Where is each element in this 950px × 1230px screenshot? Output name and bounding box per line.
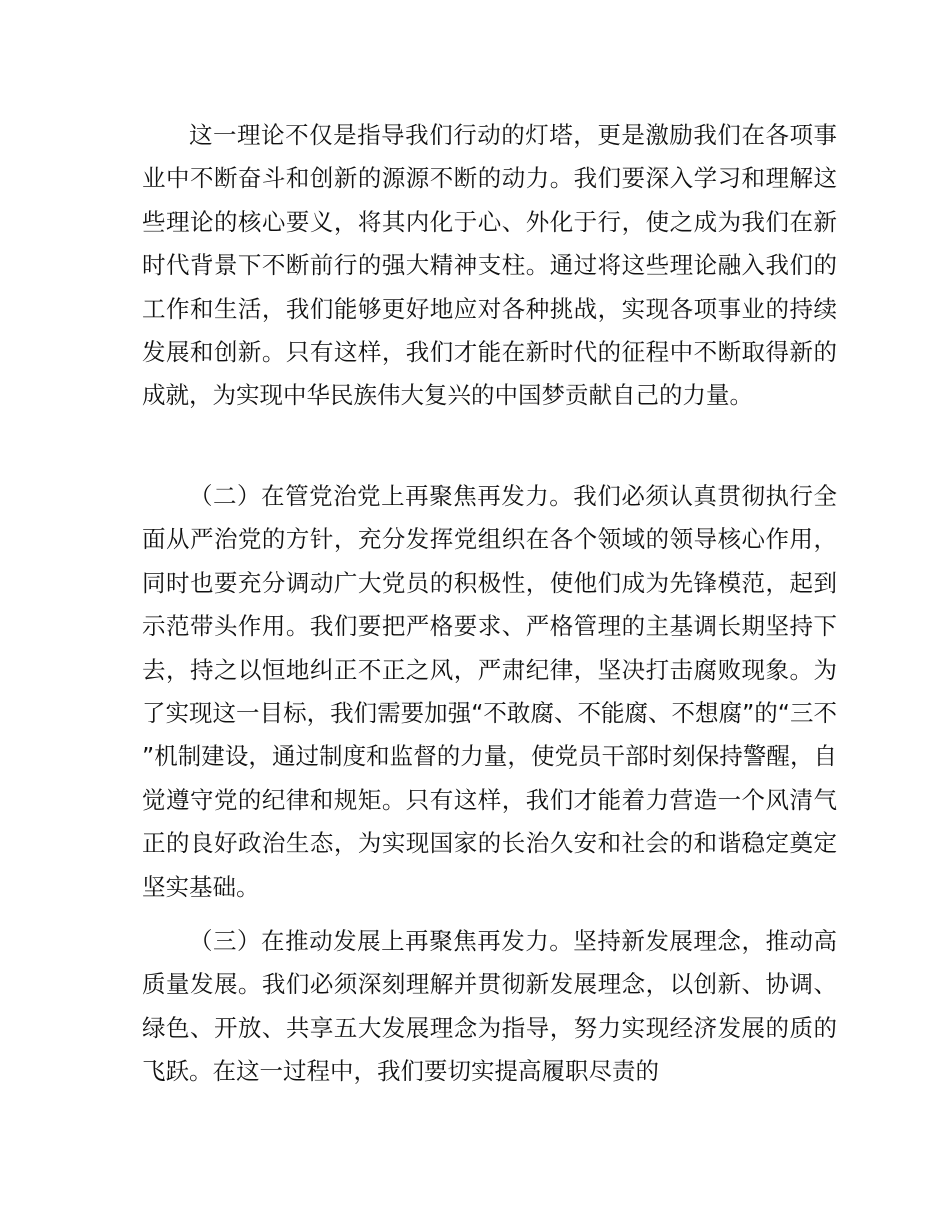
paragraph-theory: 这一理论不仅是指导我们行动的灯塔，更是激励我们在各项事业中不断奋斗和创新的源源不断的动力。我们要深入学习和理解这些理论的核心要义，将其内化于心、外化于行，使之成为我们在新时代背景下不断前行的强大精神支柱。通过将这些理论融入我们的工作和生活，我们能够更好地应对各种挑战，实现各项事业的持续发展和创新。只有这样，我们才能在新时代的征程中不断取得新的成就，为实现中华民族伟大复兴的中国梦贡献自己的力量。 — [142, 121, 837, 410]
paragraph-party-governance: （二）在管党治党上再聚焦再发力。我们必须认真贯彻执行全面从严治党的方针，充分发挥党组织在各个领域的领导核心作用，同时也要充分调动广大党员的积极性，使他们成为先锋模范，起到示范带头作用。我们要把严格要求、严格管理的主基调长期坚持下去，持之以恒地纠正不正之风，严肃纪律，坚决打击腐败现象。为了实现这一目标，我们需要加强“不敢腐、不能腐、不想腐”的“三不”机制建设，通过制度和监督的力量，使党员干部时刻保持警醒，自觉遵守党的纪律和规矩。只有这样，我们才能着力营造一个风清气正的良好政治生态，为实现国家的长治久安和社会的和谐稳定奠定坚实基础。 — [142, 482, 837, 901]
paragraph-development: （三）在推动发展上再聚焦再发力。坚持新发展理念，推动高质量发展。我们必须深刻理解并贯彻新发展理念，以创新、协调、绿色、开放、共享五大发展理念为指导，努力实现经济发展的质的飞跃。在这一过程中，我们要切实提高履职尽责的 — [142, 927, 837, 1086]
